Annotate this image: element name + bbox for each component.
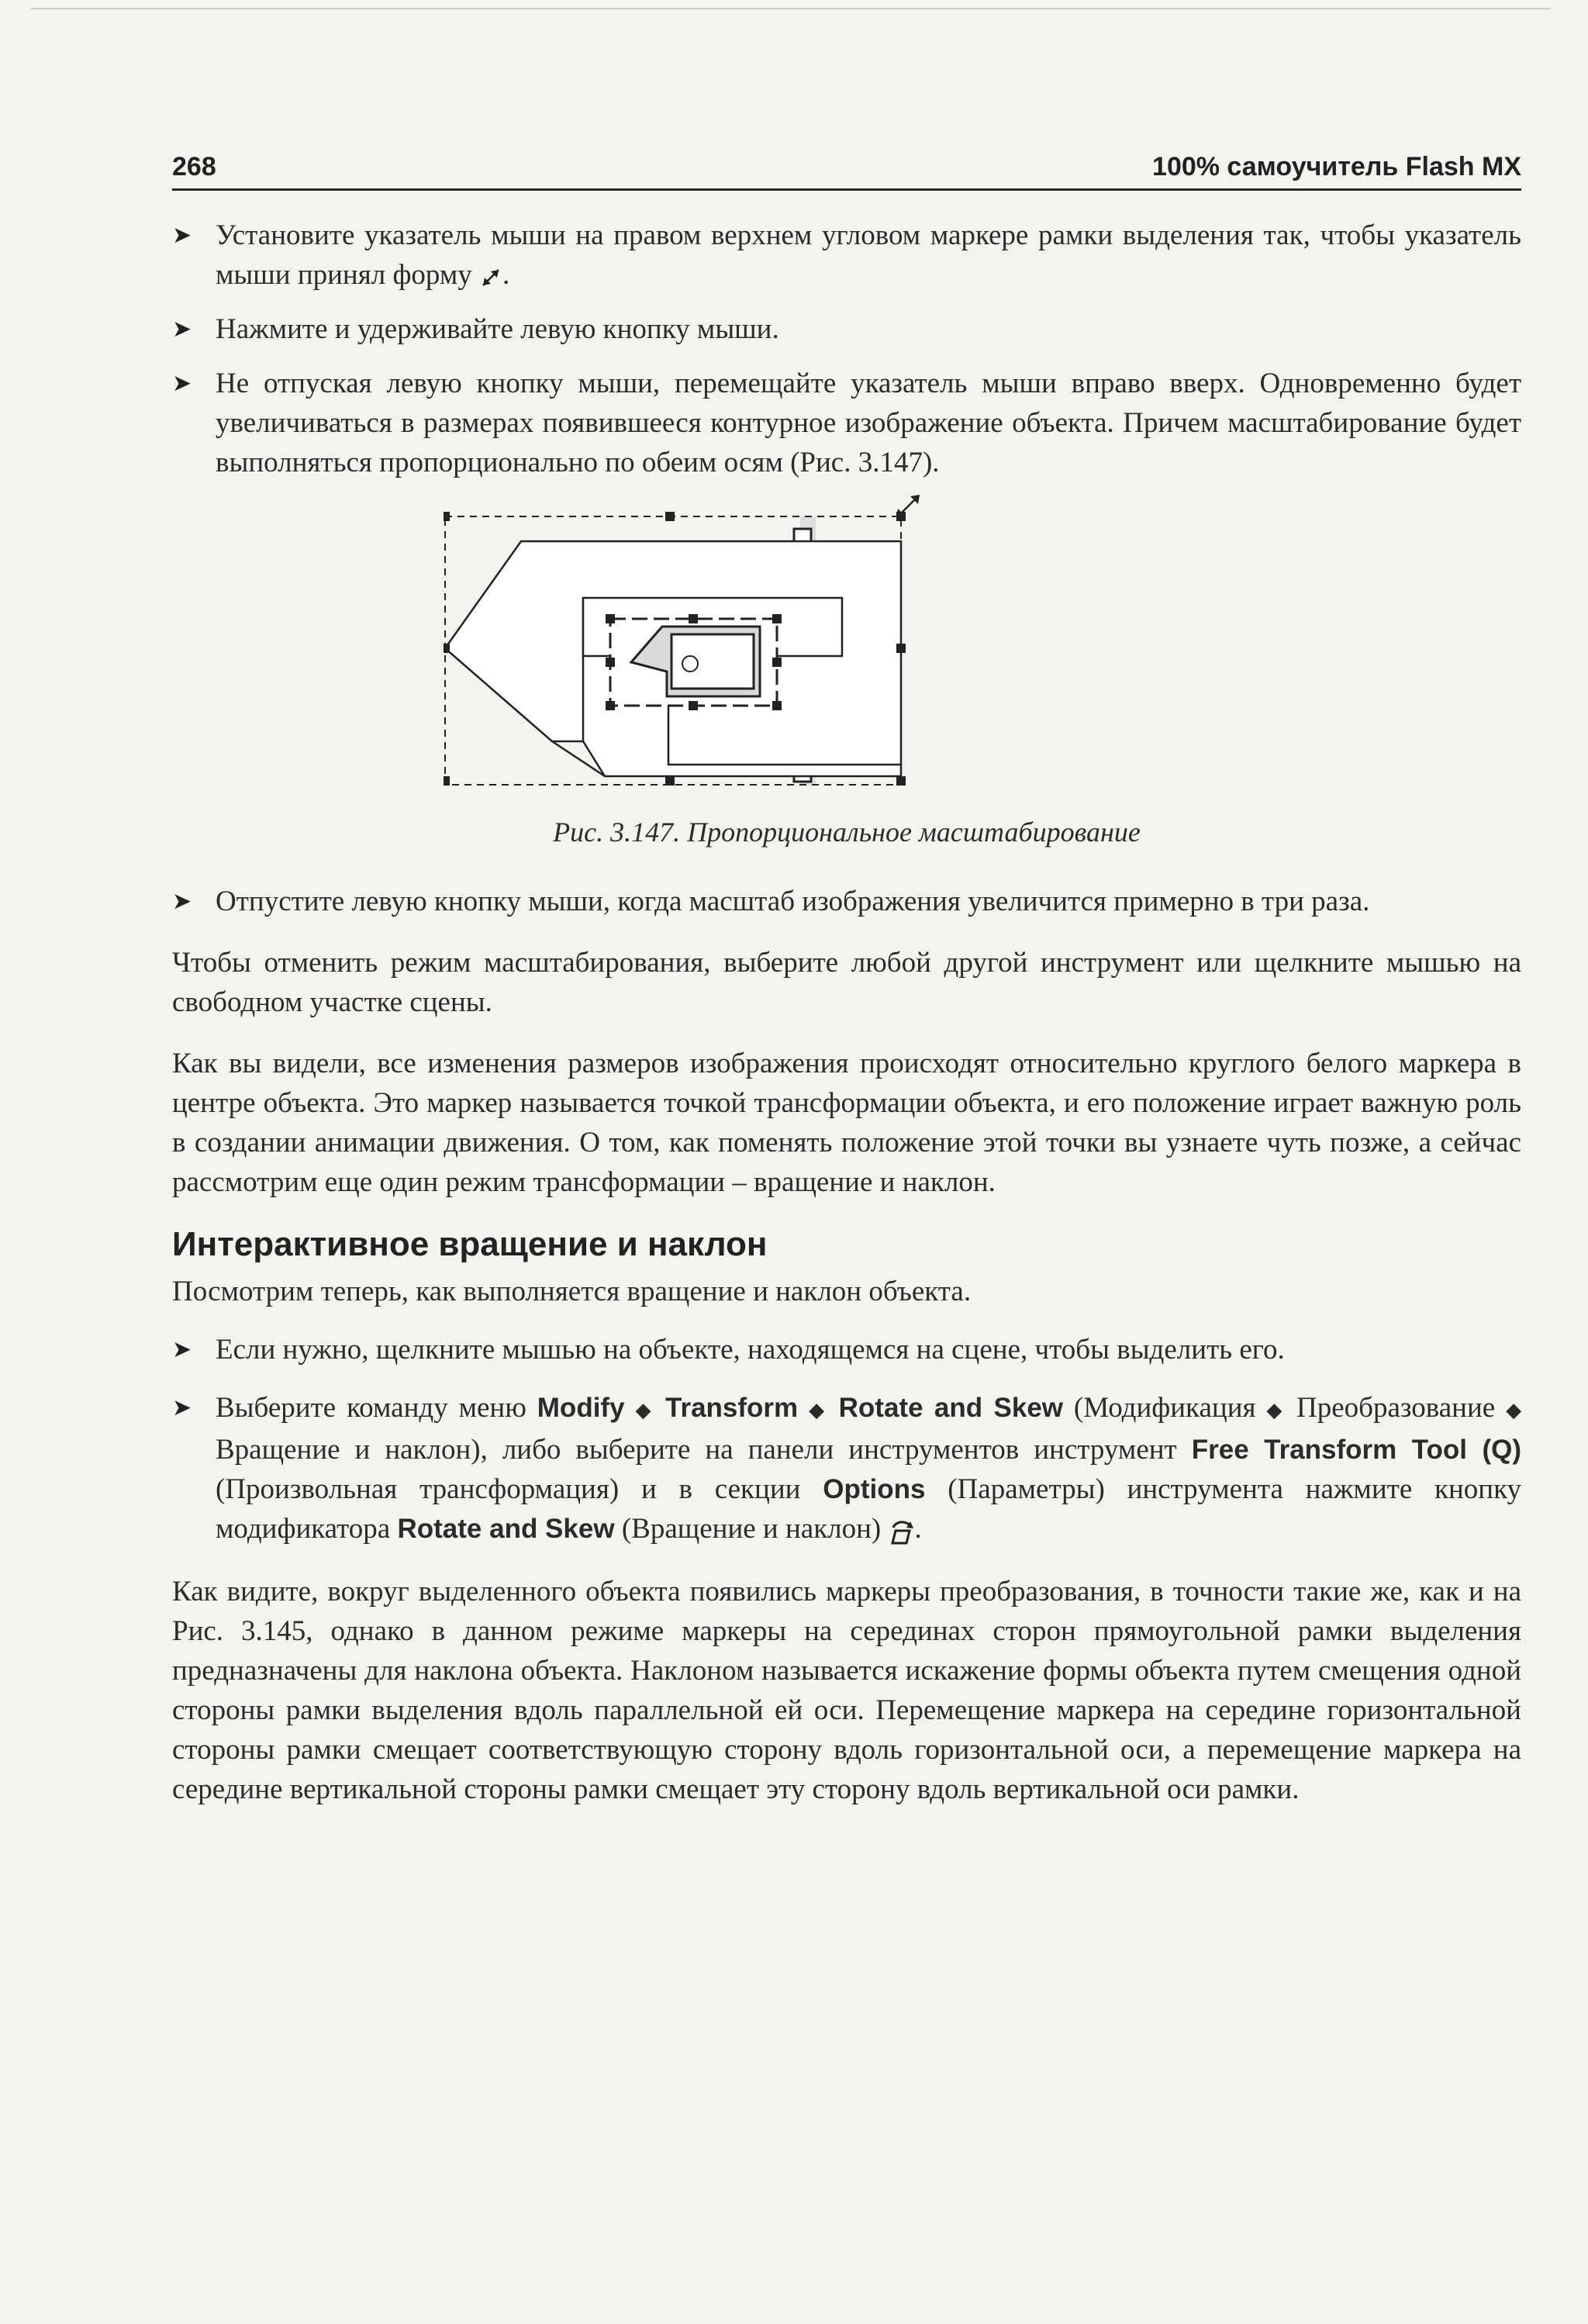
step-item xyxy=(172,364,1521,482)
step-item xyxy=(172,309,1521,349)
step-text: Не отпуская левую кнопку мыши, перемещайте указатель мыши вправо вверх. Одновременно будет увеличиваться в размерах появившееся контурное изображение объекта. Причем масштабирование будет выполняться пропорционально по обеим осям (Рис. 3.147). xyxy=(216,368,1521,478)
step-item xyxy=(172,1388,1521,1549)
bullet-arrow-icon: ➤ xyxy=(172,223,192,248)
paragraph-cancel: Чтобы отменить режим масштабирования, выберите любой другой инструмент или щелкните мышью на свободном участке сцены. xyxy=(172,947,1521,1018)
page-number: 268 xyxy=(172,152,216,181)
tool-name: Free Transform Tool (Q) xyxy=(1191,1435,1522,1465)
step-text: Если нужно, щелкните мышью на объекте, находящемся на сцене, чтобы выделить его. xyxy=(216,1334,1285,1366)
book-title: 100% самоучитель Flash MX xyxy=(1152,152,1521,181)
bullet-arrow-icon: ➤ xyxy=(172,889,192,914)
menu-rotate-and-skew: Rotate and Skew xyxy=(838,1393,1064,1423)
menu-modify: Modify xyxy=(537,1393,625,1423)
menu-separator: ◆ xyxy=(1506,1399,1522,1421)
step-text: Отпустите левую кнопку мыши, когда масштаб изображения увеличится примерно в три раза. xyxy=(216,886,1370,917)
menu-transform: Transform xyxy=(665,1393,799,1423)
options-section: Options xyxy=(823,1474,926,1504)
step-item xyxy=(172,216,1521,295)
step-item xyxy=(172,1330,1521,1369)
bullet-arrow-icon: ➤ xyxy=(172,316,192,342)
section-intro: Посмотрим теперь, как выполняется вращение и наклон объекта. xyxy=(172,1276,972,1307)
step-item xyxy=(172,882,1521,921)
book-page xyxy=(172,152,1521,1809)
bullet-arrow-icon: ➤ xyxy=(172,1395,192,1421)
running-header xyxy=(172,152,1521,191)
modifier-name: Rotate and Skew xyxy=(397,1514,615,1544)
paragraph-transform-point: Как вы видели, все изменения размеров изображения происходят относительно круглого белого маркера в центре объекта. Это маркер называется точкой трансформации объекта, и его положение играет важную роль в создании анимации движения. О том, как поменять положение этой точки вы узнаете чуть позже, а сейчас рассмотрим еще один режим трансформации – вращение и наклон. xyxy=(172,1048,1521,1198)
scan-top-rule xyxy=(31,8,1551,9)
menu-separator: ◆ xyxy=(809,1399,828,1421)
proportional-scaling-illustration xyxy=(444,493,948,788)
figure-3-147 xyxy=(172,493,1521,788)
step-text: Нажмите и удерживайте левую кнопку мыши. xyxy=(216,313,779,345)
step-text: Установите указатель мыши на правом верхнем угловом маркере рамки выделения так, чтобы указатель мыши принял форму xyxy=(216,219,1521,291)
menu-separator: ◆ xyxy=(1266,1399,1286,1421)
diagonal-resize-cursor-icon xyxy=(479,266,502,289)
paragraph-skew: Как видите, вокруг выделенного объекта появились маркеры преобразования, в точности такие же, как и на Рис. 3.145, однако в данном режиме маркеры на серединах сторон прямоугольной рамки выделения предназначены для наклона объекта. Наклоном называется искажение формы объекта путем смещения одной стороны рамки выделения вдоль параллельной ей оси. Перемещение маркера на середине горизонтальной стороны рамки смещает соответствующую сторону вдоль горизонтальной оси, а перемещение маркера на середине вертикальной стороны рамки смещает эту сторону вдоль вертикальной оси рамки. xyxy=(172,1576,1521,1805)
rotate-and-skew-icon xyxy=(889,1518,915,1545)
step-text-end: . xyxy=(502,259,510,291)
step-text: Выберите команду меню Modify ◆ Transform ◆ Rotate and Skew (Модификация ◆ Преобразование ◆ Вращение и наклон), либо выберите на панели инструментов инструмент Free Transform Tool (Q) (Произвольная трансформация) и в секции Options (Параметры) инструмента нажмите кнопку модификатора Rotate and Skew (Вращение и наклон) . xyxy=(216,1392,1522,1545)
bullet-arrow-icon: ➤ xyxy=(172,371,192,396)
section-heading: Интерактивное вращение и наклон xyxy=(172,1225,768,1263)
menu-separator: ◆ xyxy=(635,1399,655,1421)
figure-caption: Рис. 3.147. Пропорциональное масштабирование xyxy=(553,817,1141,848)
bullet-arrow-icon: ➤ xyxy=(172,1337,192,1362)
